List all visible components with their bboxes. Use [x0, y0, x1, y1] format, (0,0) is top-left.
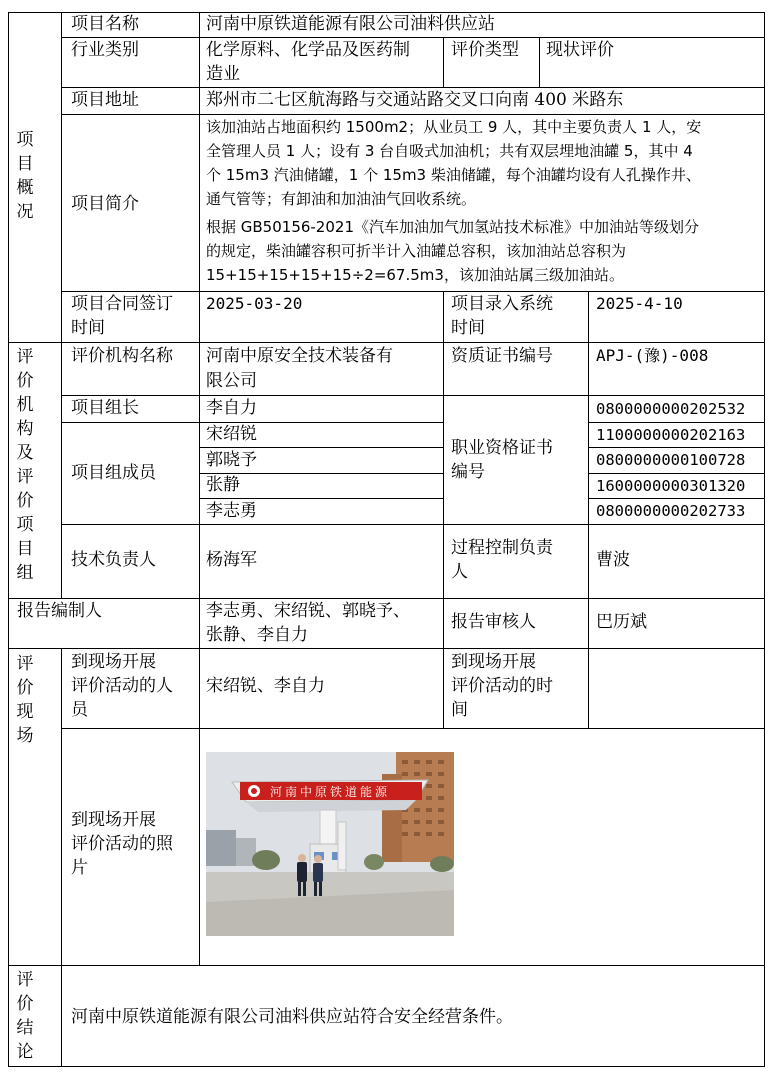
qual-number: 0800000000100728 — [596, 451, 746, 469]
grid-line — [62, 395, 765, 396]
site-photo-label: 评价活动的照 — [71, 834, 173, 854]
site-people-label: 评价活动的人 — [71, 676, 173, 696]
cert-number: APJ-(豫)-008 — [596, 346, 709, 365]
grid-line — [8, 342, 765, 343]
site-time-label: 间 — [451, 700, 468, 720]
process-lead-label: 人 — [451, 562, 468, 582]
grid-line — [62, 728, 765, 729]
grid-line — [588, 291, 589, 728]
authors-line: 张静、李自力 — [206, 625, 308, 645]
grid-line — [61, 12, 62, 598]
project-name: 河南中原铁道能源有限公司油料供应站 — [206, 14, 495, 34]
process-lead: 曹波 — [596, 550, 630, 570]
member-name: 李志勇 — [206, 501, 257, 521]
leader-name: 李自力 — [206, 398, 257, 418]
address: 郑州市二七区航海路与交通站路交叉口向南 400 米路东 — [206, 90, 624, 110]
address-label: 项目地址 — [71, 90, 139, 110]
summary-line: 根据 GB50156-2021《汽车加油加气加氢站技术标准》中加油站等级划分 — [206, 218, 699, 236]
summary-line: 通气管等；有卸油和加油油气回收系统。 — [206, 190, 477, 208]
qual-number: 1100000000202163 — [596, 426, 746, 444]
site-photo-label: 到现场开展 — [71, 810, 156, 830]
summary-label: 项目简介 — [71, 194, 139, 214]
section-agency: 评 价 机 构 及 评 价 项 目 组 — [16, 347, 34, 583]
grid-line — [443, 37, 444, 87]
summary-line: 该加油站占地面积约 1500m2；从业员工 9 人，其中主要负责人 1 人，安 — [206, 118, 702, 136]
summary-line: 个 15m3 汽油储罐，1 个 15m3 柴油储罐，每个油罐均设有人孔操作井、 — [206, 166, 701, 184]
member-name: 郭晓予 — [206, 450, 257, 470]
summary-line: 全管理人员 1 人；设有 3 台自吸式加油机；共有双层埋地油罐 5，其中 4 — [206, 142, 693, 160]
site-time-label: 到现场开展 — [451, 652, 536, 672]
grid-line — [539, 37, 540, 87]
eval-type: 现状评价 — [546, 40, 614, 60]
member-name: 宋绍锐 — [206, 424, 257, 444]
grid-line — [8, 648, 765, 649]
org-name-line: 限公司 — [206, 371, 257, 391]
leader-label: 项目组长 — [71, 398, 139, 418]
section-overview: 项 目 概 况 — [16, 130, 34, 222]
conclusion-text: 河南中原铁道能源有限公司油料供应站符合安全经营条件。 — [71, 1007, 513, 1027]
tech-lead-label: 技术负责人 — [71, 550, 156, 570]
entry-date: 2025-4-10 — [596, 294, 683, 313]
org-name-line: 河南中原安全技术装备有 — [206, 346, 393, 366]
grid-line — [199, 12, 200, 598]
industry-line-1: 化学原料、化学品及医药制 — [206, 40, 410, 60]
grid-line — [8, 965, 765, 966]
tech-lead: 杨海军 — [206, 550, 257, 570]
grid-line — [199, 598, 200, 965]
qual-number: 0800000000202733 — [596, 502, 746, 520]
section-conclusion: 评 价 结 论 — [16, 970, 34, 1062]
grid-line — [443, 291, 444, 728]
eval-type-label: 评价类型 — [451, 40, 519, 60]
section-site: 评 价 现 场 — [16, 654, 34, 746]
members-label: 项目组成员 — [71, 463, 156, 483]
grid-line — [61, 648, 62, 1067]
grid-line — [62, 524, 765, 525]
grid-line — [62, 114, 765, 115]
site-people-label: 员 — [71, 700, 88, 720]
qual-label: 职业资格证书 — [451, 438, 553, 458]
site-photo — [206, 752, 454, 936]
author-label: 报告编制人 — [17, 601, 102, 621]
org-label: 评价机构名称 — [71, 346, 173, 366]
qual-number: 0800000000202532 — [596, 400, 746, 418]
site-people-label: 到现场开展 — [71, 652, 156, 672]
grid-line — [62, 37, 765, 38]
authors-line: 李志勇、宋绍锐、郭晓予、 — [206, 601, 410, 621]
entry-label: 时间 — [451, 318, 485, 338]
qual-number: 1600000000301320 — [596, 477, 746, 495]
member-name: 张静 — [206, 475, 240, 495]
entry-label: 项目录入系统 — [451, 294, 553, 314]
industry-label: 行业类别 — [71, 40, 139, 60]
process-lead-label: 过程控制负责 — [451, 538, 553, 558]
contract-label: 时间 — [71, 318, 105, 338]
project-name-label: 项目名称 — [71, 14, 139, 34]
industry-line-2: 造业 — [206, 64, 240, 84]
reviewer: 巴历斌 — [596, 612, 647, 632]
summary-line: 15+15+15+15+15÷2=67.5m3，该加油站属三级加油站。 — [206, 266, 624, 284]
site-people: 宋绍锐、李自力 — [206, 676, 325, 696]
site-time-label: 评价活动的时 — [451, 676, 553, 696]
reviewer-label: 报告审核人 — [451, 612, 536, 632]
contract-label: 项目合同签订 — [71, 294, 173, 314]
contract-date: 2025-03-20 — [206, 294, 303, 313]
photo-sign-text: 河南中原铁道能源 — [269, 785, 391, 799]
qual-label: 编号 — [451, 462, 485, 482]
site-photo-label: 片 — [71, 858, 88, 878]
cert-label: 资质证书编号 — [451, 346, 553, 366]
summary-line: 的规定，柴油罐容积可折半计入油罐总容积，该加油站总容积为 — [206, 242, 627, 260]
